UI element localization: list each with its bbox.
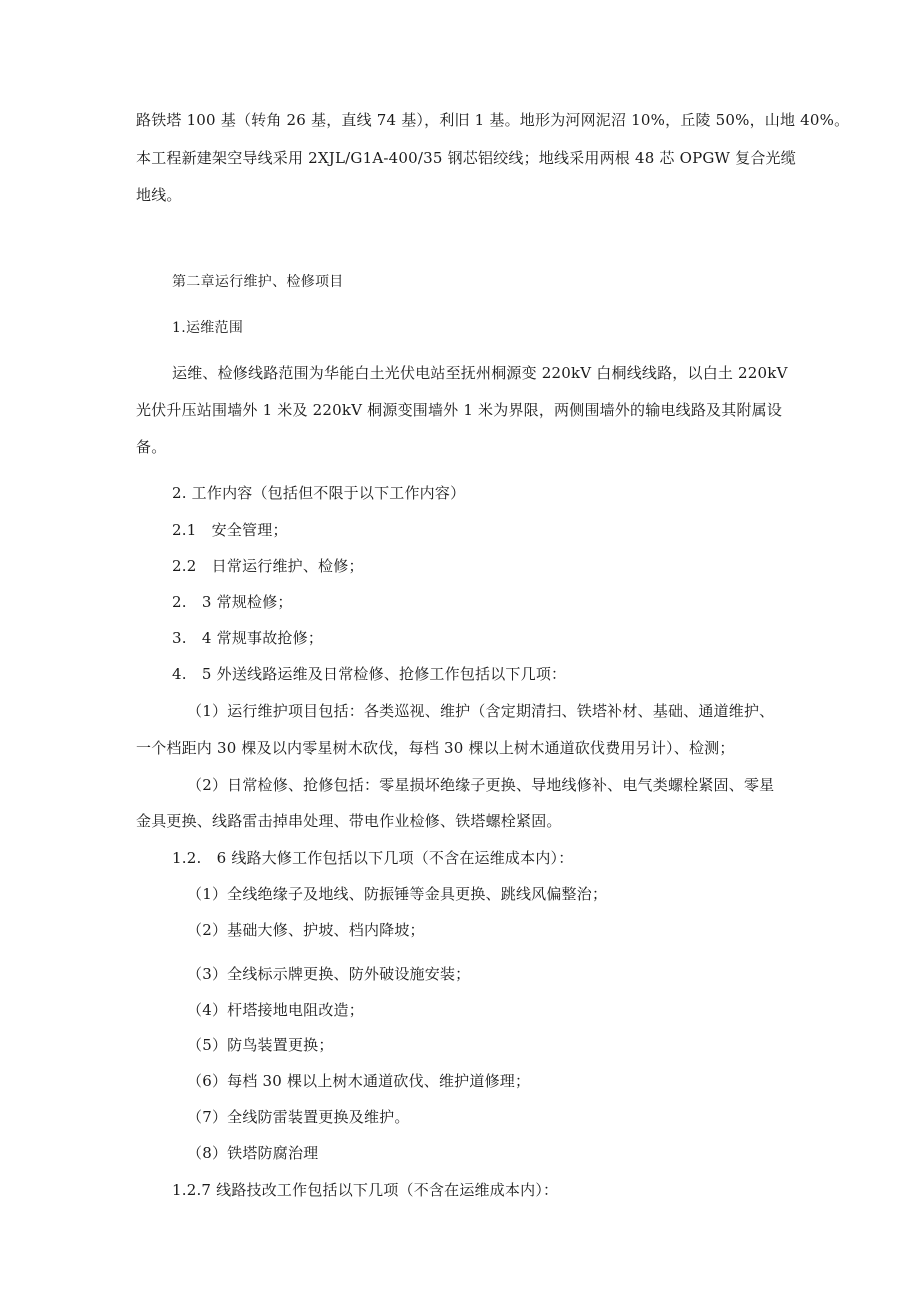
item-1-2-7: 1.2.7 线路技改工作包括以下几项（不含在运维成本内）： — [172, 1181, 559, 1199]
maintenance-sub-1-line-1: （1）运行维护项目包括：各类巡视、维护（含定期清扫、铁塔补材、基础、通道维护、 — [187, 702, 775, 720]
intro-line-1: 路铁塔 100 基（转角 26 基，直线 74 基），利旧 1 基。地形为河网泥沼 10%，丘陵 50%，山地 40%。 — [136, 111, 850, 129]
item-2-3: 2. 3 常规检修； — [172, 593, 293, 611]
overhaul-item-6: （6）每档 30 棵以上树木通道砍伐、维护道修理； — [187, 1072, 531, 1090]
item-2-2: 2.2 日常运行维护、检修； — [172, 557, 364, 575]
overhaul-item-1: （1）全线绝缘子及地线、防振锤等金具更换、跳线风偏整治； — [187, 885, 608, 903]
maintenance-sub-2-line-2: 金具更换、线路雷击掉串处理、带电作业检修、铁塔螺栓紧固。 — [136, 812, 562, 830]
scope-line-2: 光伏升压站围墙外 1 米及 220kV 桐源变围墙外 1 米为界限，两侧围墙外的输电线路及其附属设 — [136, 401, 783, 419]
overhaul-item-5: （5）防鸟装置更换； — [187, 1036, 334, 1054]
maintenance-sub-1-line-2: 一个档距内 30 棵及以内零星树木砍伐，每档 30 棵以上树木通道砍伐费用另计）、检测； — [136, 739, 735, 757]
overhaul-item-3: （3）全线标示牌更换、防外破设施安装； — [187, 965, 471, 983]
scope-line-1: 运维、检修线路范围为华能白土光伏电站至抚州桐源变 220kV 白桐线线路，以白土 220kV — [172, 364, 788, 382]
maintenance-sub-2-line-1: （2）日常检修、抢修包括：零星损坏绝缘子更换、导地线修补、电气类螺栓紧固、零星 — [187, 776, 775, 794]
item-3-4: 3. 4 常规事故抢修； — [172, 629, 324, 647]
item-1-2-6: 1.2. 6 线路大修工作包括以下几项（不含在运维成本内）： — [172, 849, 574, 867]
item-2-1: 2.1 安全管理； — [172, 521, 288, 539]
section-2-title: 2. 工作内容（包括但不限于以下工作内容） — [172, 484, 466, 502]
overhaul-item-2: （2）基础大修、护坡、档内降坡； — [187, 921, 425, 939]
overhaul-item-4: （4）杆塔接地电阻改造； — [187, 1001, 364, 1019]
intro-line-2: 本工程新建架空导线采用 2XJL/G1A-400/35 钢芯铝绞线；地线采用两根 48 芯 OPGW 复合光缆 — [136, 149, 796, 167]
section-1-title: 1.运维范围 — [172, 320, 244, 336]
scope-line-3: 备。 — [136, 438, 167, 456]
chapter-title: 第二章运行维护、检修项目 — [172, 274, 344, 290]
intro-line-3: 地线。 — [136, 186, 182, 204]
item-4-5: 4. 5 外送线路运维及日常检修、抢修工作包括以下几项： — [172, 665, 567, 683]
overhaul-item-8: （8）铁塔防腐治理 — [187, 1144, 319, 1162]
overhaul-item-7: （7）全线防雷装置更换及维护。 — [187, 1108, 410, 1126]
